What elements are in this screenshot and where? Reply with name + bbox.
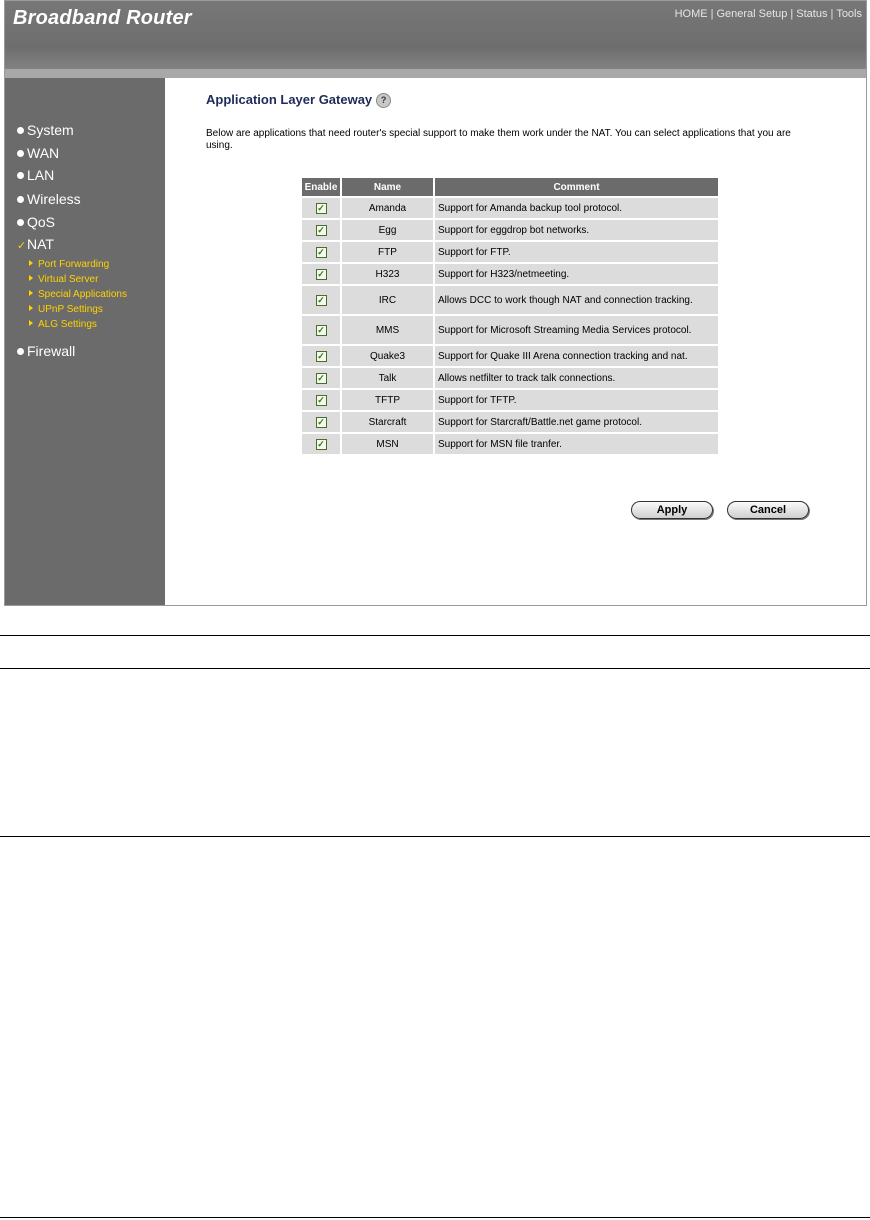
enable-cell xyxy=(302,242,340,262)
sidebar-item-wan[interactable] xyxy=(17,145,59,161)
enable-checkbox[interactable]: ✓ xyxy=(317,372,325,383)
app-name: FTP xyxy=(342,242,433,262)
enable-cell xyxy=(302,368,340,388)
arrow-right-icon xyxy=(29,260,33,266)
nav-tools-link[interactable]: Tools xyxy=(836,8,862,20)
sidebar-item-qos[interactable] xyxy=(17,214,55,230)
arrow-right-icon xyxy=(29,275,33,281)
enable-cell xyxy=(302,220,340,240)
app-name: IRC xyxy=(342,286,433,314)
submenu-upnp-settings[interactable] xyxy=(29,304,103,315)
nav-separator: | xyxy=(710,8,714,20)
app-name: MMS xyxy=(342,316,433,344)
sidebar-item-firewall[interactable] xyxy=(17,343,75,359)
enable-checkbox[interactable]: ✓ xyxy=(317,416,325,427)
nav-status-link[interactable]: Status xyxy=(796,8,828,20)
arrow-right-icon xyxy=(29,305,33,311)
sidebar-item-system[interactable] xyxy=(17,122,74,138)
app-comment: Support for FTP. xyxy=(435,242,718,262)
table-row xyxy=(302,198,718,218)
brand-title: Broadband Router xyxy=(13,7,192,29)
nav-home-link[interactable]: HOME xyxy=(674,8,708,20)
app-comment: Allows netfilter to track talk connections. xyxy=(435,368,718,388)
main-content xyxy=(165,78,866,605)
sidebar-item-label: WAN xyxy=(27,145,60,161)
document-rule xyxy=(0,635,870,636)
table-row xyxy=(302,412,718,432)
document-rule xyxy=(0,1217,870,1218)
submenu-label: Special Applications xyxy=(38,289,127,300)
arrow-right-icon xyxy=(29,290,33,296)
app-comment: Support for MSN file tranfer. xyxy=(435,434,718,454)
enable-checkbox[interactable]: ✓ xyxy=(317,324,325,335)
table-row xyxy=(302,346,718,366)
router-admin-window xyxy=(4,0,867,606)
document-rule xyxy=(0,836,870,837)
app-comment: Support for Microsoft Streaming Media Services protocol. xyxy=(435,316,718,344)
sidebar-item-lan[interactable] xyxy=(17,167,54,183)
app-name: Egg xyxy=(342,220,433,240)
nav-general-setup-link[interactable]: General Setup xyxy=(716,8,788,20)
enable-checkbox[interactable]: ✓ xyxy=(317,438,325,449)
submenu-alg-settings[interactable] xyxy=(29,319,97,330)
page-title-text: Application Layer Gateway xyxy=(206,92,373,107)
table-row xyxy=(302,390,718,410)
page-description: Below are applications that need router's special support to make them work under the NAT. You can select applications that you are using. xyxy=(206,128,791,151)
check-icon: ✓ xyxy=(17,240,27,252)
document-rule xyxy=(0,668,870,669)
nav-separator: | xyxy=(790,8,794,20)
table-row xyxy=(302,286,718,314)
app-name: TFTP xyxy=(342,390,433,410)
column-header-enable: Enable xyxy=(302,178,340,196)
app-comment: Support for Amanda backup tool protocol. xyxy=(435,198,718,218)
sidebar-item-label: System xyxy=(27,122,74,138)
enable-checkbox[interactable]: ✓ xyxy=(317,268,325,279)
submenu-special-applications[interactable] xyxy=(29,289,127,300)
table-row xyxy=(302,316,718,344)
enable-checkbox[interactable]: ✓ xyxy=(317,246,325,257)
enable-checkbox[interactable]: ✓ xyxy=(317,294,325,305)
submenu-label: Port Forwarding xyxy=(38,259,110,270)
bullet-icon xyxy=(17,127,24,134)
help-icon[interactable]: ? xyxy=(376,93,391,108)
submenu-label: UPnP Settings xyxy=(38,304,103,315)
sidebar-item-label: QoS xyxy=(27,214,56,230)
bullet-icon xyxy=(17,348,24,355)
header-stripe xyxy=(5,69,866,78)
enable-checkbox[interactable]: ✓ xyxy=(317,202,325,213)
sidebar-item-label: NAT xyxy=(27,236,54,252)
sidebar-item-label: LAN xyxy=(27,167,55,183)
app-name: Quake3 xyxy=(342,346,433,366)
sidebar-item-label: Wireless xyxy=(27,191,81,207)
submenu-label: Virtual Server xyxy=(38,274,99,285)
alg-table xyxy=(300,176,720,456)
app-comment: Support for eggdrop bot networks. xyxy=(435,220,718,240)
bullet-icon xyxy=(17,150,24,157)
cancel-button[interactable]: Cancel xyxy=(727,501,809,519)
table-header-row xyxy=(302,178,718,196)
sidebar-item-nat[interactable] xyxy=(17,236,54,252)
app-name: H323 xyxy=(342,264,433,284)
submenu-virtual-server[interactable] xyxy=(29,274,98,285)
apply-button[interactable]: Apply xyxy=(631,501,713,519)
enable-cell xyxy=(302,316,340,344)
enable-cell xyxy=(302,264,340,284)
table-row xyxy=(302,242,718,262)
app-comment: Support for Starcraft/Battle.net game protocol. xyxy=(435,412,718,432)
enable-checkbox[interactable]: ✓ xyxy=(317,394,325,405)
enable-checkbox[interactable]: ✓ xyxy=(317,350,325,361)
app-comment: Support for TFTP. xyxy=(435,390,718,410)
enable-cell xyxy=(302,198,340,218)
table-row xyxy=(302,368,718,388)
top-nav xyxy=(675,8,862,20)
column-header-comment: Comment xyxy=(435,178,718,196)
app-name: MSN xyxy=(342,434,433,454)
table-row xyxy=(302,264,718,284)
bullet-icon xyxy=(17,219,24,226)
app-name: Starcraft xyxy=(342,412,433,432)
table-row xyxy=(302,220,718,240)
app-comment: Support for Quake III Arena connection tracking and nat. xyxy=(435,346,718,366)
submenu-label: ALG Settings xyxy=(38,319,97,330)
app-name: Talk xyxy=(342,368,433,388)
column-header-name: Name xyxy=(342,178,433,196)
bullet-icon xyxy=(17,172,24,179)
submenu-port-forwarding[interactable] xyxy=(29,259,109,270)
enable-cell xyxy=(302,346,340,366)
sidebar xyxy=(5,78,165,605)
app-comment: Support for H323/netmeeting. xyxy=(435,264,718,284)
sidebar-item-wireless[interactable] xyxy=(17,191,81,207)
app-name: Amanda xyxy=(342,198,433,218)
enable-cell xyxy=(302,286,340,314)
enable-cell xyxy=(302,390,340,410)
arrow-right-icon xyxy=(29,320,33,326)
enable-cell xyxy=(302,412,340,432)
enable-cell xyxy=(302,434,340,454)
bullet-icon xyxy=(17,196,24,203)
nav-separator: | xyxy=(830,8,834,20)
sidebar-item-label: Firewall xyxy=(27,343,76,359)
app-comment: Allows DCC to work though NAT and connection tracking. xyxy=(435,286,718,314)
enable-checkbox[interactable]: ✓ xyxy=(317,224,325,235)
page-title xyxy=(206,92,391,108)
header-bar xyxy=(5,1,866,78)
table-row xyxy=(302,434,718,454)
